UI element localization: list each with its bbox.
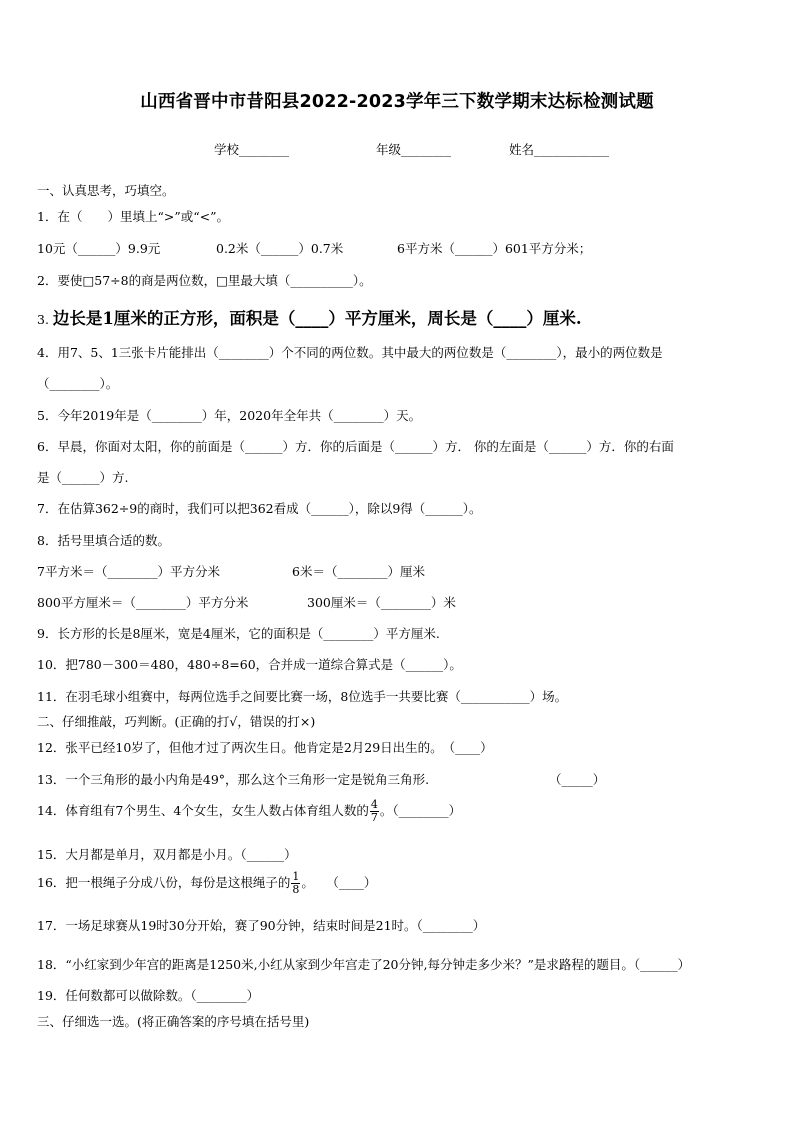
question-12: 12．张平已经10岁了，但他才过了两次生日。他肯定是2月29日出生的。 （____）: [37, 740, 493, 755]
question-1-c: 6平方米（______）601平方分米；: [397, 241, 592, 256]
question-14: [37, 799, 461, 824]
question-14-text: 14．体育组有7个男生、4个女生，女生人数占体育组人数的: [37, 803, 369, 818]
question-1-a: 10元（______）9.9元: [37, 241, 161, 256]
question-1: 1．在（ ）里填上“>”或“<”。: [37, 209, 229, 224]
question-8-d: 300厘米＝（________）米: [307, 595, 456, 610]
question-9: 9．长方形的长是8厘米，宽是4厘米，它的面积是（________）平方厘米.: [37, 626, 440, 641]
section-3-heading: 三、仔细选一选。(将正确答案的序号填在括号里): [37, 1014, 310, 1029]
question-3: [37, 305, 582, 329]
fraction-4-7: [370, 799, 379, 824]
question-6-line-2: 是（______）方.: [37, 470, 129, 485]
question-6-line-1: 6．早晨，你面对太阳，你的前面是（______）方．你的后面是（______）方． 你的左面是（______）方．你的右面: [37, 439, 674, 454]
name-field: 姓名____________: [509, 142, 610, 157]
fraction-denominator: 7: [370, 811, 378, 824]
question-5: 5．今年2019年是（________）年，2020年全年共（________）天。: [37, 408, 422, 423]
fraction-numerator: 1: [292, 870, 300, 883]
question-13-blank: （_____）: [549, 772, 606, 787]
grade-field: 年级________: [376, 142, 452, 157]
question-4-line-2: （________）。: [37, 376, 119, 391]
question-13: 13．一个三角形的最小内角是49°，那么这个三角形一定是锐角三角形.: [37, 772, 430, 787]
question-8-c: 800平方厘米＝（________）平方分米: [37, 595, 249, 610]
fraction-denominator: 8: [292, 883, 300, 896]
question-16-blank: 。 （____）: [301, 875, 377, 890]
question-2: 2．要使□57÷8的商是两位数，□里最大填（__________）。: [37, 273, 372, 288]
question-11: 11．在羽毛球小组赛中，每两位选手之间要比赛一场，8位选手一共要比赛（___________）场。: [37, 689, 568, 704]
question-10: 10．把780－300＝480，480÷8=60，合并成一道综合算式是（______）。: [37, 657, 462, 672]
question-3-number: 3.: [37, 312, 49, 327]
question-18: 18．“小红家到少年宫的距离是1250米,小红从家到少年宫走了20分钟,每分钟走多少米？”是求路程的题目。（______）: [37, 957, 691, 972]
question-4-line-1: 4．用7、5、1三张卡片能排出（________）个不同的两位数。其中最大的两位数是（________），最小的两位数是: [37, 345, 663, 360]
question-16: [37, 871, 376, 896]
question-16-text: 16．把一根绳子分成八份，每份是这根绳子的: [37, 875, 291, 890]
question-3-text: 边长是1厘米的正方形，面积是（____）平方厘米，周长是（____）厘米.: [52, 309, 582, 328]
section-1-heading: 一、认真思考，巧填空。: [37, 183, 175, 198]
question-17: 17．一场足球赛从19时30分开始，赛了90分钟，结束时间是21时。（________）: [37, 918, 486, 933]
question-14-blank: 。（________）: [379, 803, 462, 818]
school-field: 学校________: [214, 142, 290, 157]
page-title: 山西省晋中市昔阳县2022-2023学年三下数学期末达标检测试题: [140, 92, 654, 112]
section-2-heading: 二、仔细推敲，巧判断。(正确的打√，错误的打×): [37, 714, 316, 729]
question-1-b: 0.2米（______）0.7米: [216, 241, 344, 256]
question-19: 19．任何数都可以做除数。（________）: [37, 988, 260, 1003]
question-8-b: 6米＝（________）厘米: [292, 564, 425, 579]
fraction-numerator: 4: [370, 798, 378, 811]
question-8-a: 7平方米＝（________）平方分米: [37, 564, 220, 579]
fraction-1-8: [291, 871, 300, 896]
question-8: 8．括号里填合适的数。: [37, 533, 170, 548]
question-7: 7．在估算362÷9的商时，我们可以把362看成（______），除以9得（______）。: [37, 501, 482, 516]
question-15: 15．大月都是单月，双月都是小月。（______）: [37, 847, 297, 862]
